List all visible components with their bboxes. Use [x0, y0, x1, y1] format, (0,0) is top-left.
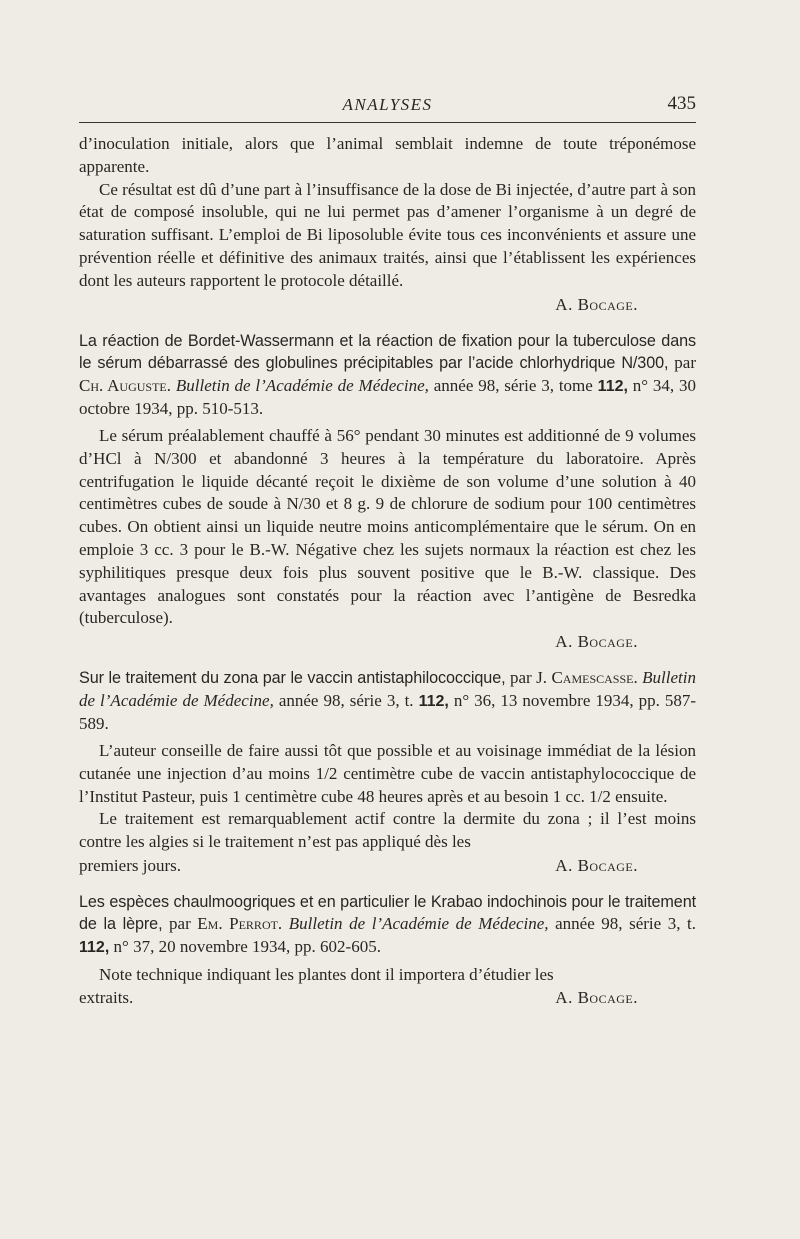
article-1-citation	[79, 330, 696, 421]
article-1-heading: La réaction de Bordet-Wassermann et la réaction de fixation pour la tuberculose dans le sérum débarrassé des globulines précipitables par l’acide chlorhydrique N/300,	[79, 331, 696, 373]
signature: A. Bocage.	[555, 294, 638, 314]
article-2-heading: Sur le traitement du zona par le vaccin antistaphilococcique,	[79, 669, 506, 688]
article-3-author: Em. Perrot.	[197, 914, 283, 934]
article-1-volume: 112,	[597, 377, 628, 395]
article-3-journal: Bulletin de l’Académie de Médecine,	[288, 914, 549, 934]
article-3-last-line	[79, 986, 696, 1009]
by-word: par	[674, 353, 696, 373]
page	[79, 92, 696, 1009]
article-2-citation	[79, 667, 696, 736]
article-2-signature: A. Bocage.	[555, 855, 638, 875]
article-2-journal: Bulletin de l’Académie de Médecine,	[79, 668, 696, 710]
by-word: par	[169, 914, 191, 934]
intro-paragraph-2: Ce résultat est dû d’une part à l’insuffisance de la dose de Bi injectée, d’autre part à son état de composé insoluble, qui ne lui permet pas d’amener l’organisme à un degré de saturation suffisant. L’emploi de Bi liposoluble évite tous ces inconvénients et assure une prévention réelle et définitive des animaux traités, ainsi que l’établissent les expériences dont les auteurs rapportent le protocole détaillé.	[79, 179, 696, 290]
intro-paragraph-1: d’inoculation initiale, alors que l’animal semblait indemne de toute tréponémose apparente.	[79, 134, 696, 176]
article-3-citation	[79, 891, 696, 960]
by-word: par	[509, 668, 532, 688]
running-title: ANALYSES	[342, 95, 433, 114]
article-2-ref-post: n° 36, 13 novembre 1934, pp. 587-589.	[79, 690, 697, 734]
article-3-body-last: extraits.	[79, 988, 134, 1008]
intro-section	[79, 133, 696, 316]
article-1-journal: Bulletin de l’Académie de Médecine,	[175, 375, 429, 395]
article-2-body-last: premiers jours.	[79, 855, 181, 875]
article-1-author: Ch. Auguste.	[79, 375, 172, 395]
article-1-ref-pre: année 98, série 3, tome	[433, 375, 593, 395]
article-2-last-line	[79, 854, 696, 877]
article-3-heading: Les espèces chaulmoogriques et en particulier le Krabao indochinois pour le traitement de la lèpre,	[79, 892, 696, 934]
article-3-ref-pre: année 98, série 3, t.	[555, 914, 696, 934]
article-3-volume: 112,	[79, 939, 110, 957]
article-2-body-1: L’auteur conseille de faire aussi tôt que possible et au voisinage immédiat de la lésion cutanée une injection d’au moins 1/2 centimètre cube de vaccin antistaphylococcique de l’Institut Pasteur, puis 1 centimètre cube 48 heures après et au besoin 1 cc. 1/2 ensuite.	[79, 740, 696, 806]
article-3-signature: A. Bocage.	[555, 988, 638, 1008]
article-1-ref-post: n° 34, 30 octobre 1934, pp. 510-513.	[79, 375, 697, 419]
article-2-body-2: Le traitement est remarquablement actif contre la dermite du zona ; il l’est moins contre les algies si le traitement n’est pas appliqué dès les	[79, 809, 696, 852]
article-3-ref-post: n° 37, 20 novembre 1934, pp. 602-605.	[113, 937, 381, 957]
article-2-volume: 112,	[418, 692, 449, 710]
article-1-signature: A. Bocage.	[555, 632, 638, 652]
article-2-ref-pre: année 98, série 3, t.	[278, 690, 414, 710]
article-3-body: Note technique indiquant les plantes dont il importera d’étudier les	[99, 964, 554, 984]
page-number: 435	[667, 93, 696, 114]
article-2-author: J. Camescasse.	[536, 668, 638, 688]
running-head	[79, 92, 696, 123]
article-1-body: Le sérum préalablement chauffé à 56° pendant 30 minutes est additionné de 9 volumes d’HCl à N/300 et abandonné 3 heures à la température du laboratoire. Après centrifugation le liquide décanté reçoit le dixième de son volume d’une solution à 40 centimètres cubes de soude à N/30 et 8 g. 9 de chlorure de sodium pour 100 centimètres cubes. On obtient ainsi un liquide neutre moins anticomplémentaire que le sérum. On en emploie 3 cc. 3 pour le B.-W. Négative chez les sujets normaux la réaction est chez les syphilitiques presque deux fois plus souvent positive que le B.-W. classique. Des avantages analogues sont constatés pour la réaction avec l’antigène de Besredka (tuberculose).	[79, 425, 696, 628]
